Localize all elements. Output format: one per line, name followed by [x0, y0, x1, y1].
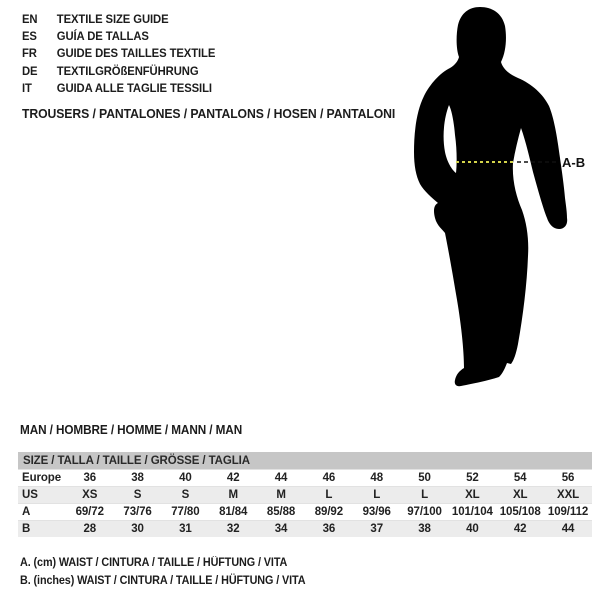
language-code: EN — [22, 12, 38, 26]
size-cell: 34 — [274, 523, 288, 535]
size-cell: 42 — [226, 472, 240, 484]
size-table-row — [18, 504, 592, 521]
size-cell: 54 — [513, 472, 527, 484]
size-cell: 36 — [322, 523, 336, 535]
size-cell: 40 — [179, 472, 192, 484]
size-table-header: SIZE / TALLA / TAILLE / GRÖSSE / TAGLIA — [18, 452, 592, 470]
language-code: DE — [22, 63, 38, 78]
size-cell: 77/80 — [171, 506, 200, 518]
size-cell: 81/84 — [219, 506, 248, 518]
size-cell: XS — [82, 489, 98, 501]
language-title: GUIDA ALLE TAGLIE TESSILI — [56, 80, 212, 95]
size-table — [18, 452, 592, 537]
size-cell: 44 — [561, 523, 575, 535]
man-silhouette — [414, 7, 567, 386]
size-table-row — [18, 521, 592, 538]
size-cell: L — [421, 489, 428, 501]
man-silhouette-figure — [395, 0, 595, 410]
size-row-label: B — [22, 523, 31, 535]
language-title: TEXTILE SIZE GUIDE — [56, 12, 169, 26]
size-cell: 40 — [466, 523, 479, 535]
size-cell: XL — [512, 489, 528, 501]
language-title: GUIDE DES TAILLES TEXTILE — [56, 46, 216, 61]
size-cell: S — [181, 489, 190, 501]
measure-label-ab: A-B — [562, 155, 586, 170]
size-cell: 32 — [226, 523, 240, 535]
language-row — [22, 45, 215, 62]
size-cell: 73/76 — [123, 506, 152, 518]
size-cell: 42 — [513, 523, 527, 535]
note-line: B. (inches) WAIST / CINTURA / TAILLE / HÜFTUNG / VITA — [20, 574, 306, 587]
size-cell: 97/100 — [407, 506, 442, 518]
size-cell: 85/88 — [266, 506, 296, 518]
notes — [20, 555, 305, 590]
language-code: IT — [22, 80, 32, 95]
size-cell: 50 — [418, 472, 431, 484]
language-row — [22, 80, 215, 97]
size-table-row — [18, 487, 592, 504]
size-cell: 93/96 — [362, 506, 391, 518]
size-cell: 31 — [179, 523, 192, 535]
size-row-label: A — [22, 506, 31, 518]
size-table-row — [18, 470, 592, 487]
size-table-head — [18, 452, 592, 470]
size-cell: S — [133, 489, 142, 501]
size-table-body — [18, 470, 592, 538]
size-cell: M — [228, 489, 238, 501]
size-cell: 48 — [370, 472, 383, 484]
size-cell: 69/72 — [75, 506, 104, 518]
size-table-header-row — [18, 452, 592, 470]
size-cell: L — [373, 489, 381, 501]
note-line: A. (cm) WAIST / CINTURA / TAILLE / HÜFTUNG / VITA — [20, 557, 288, 569]
section-heading-man: MAN / HOMBRE / HOMME / MANN / MAN — [20, 423, 243, 437]
size-cell: 38 — [131, 472, 144, 484]
size-cell: 30 — [131, 523, 144, 535]
size-cell: 105/108 — [499, 506, 541, 518]
size-row-label: US — [22, 489, 38, 501]
size-cell: 46 — [322, 472, 336, 484]
size-row-label: Europe — [22, 472, 62, 484]
language-code: ES — [22, 29, 37, 44]
language-row — [22, 28, 215, 45]
size-cell: XL — [465, 489, 480, 501]
size-cell: XXL — [557, 489, 580, 501]
language-title: GUÍA DE TALLAS — [56, 29, 149, 44]
size-cell: 44 — [274, 472, 288, 484]
size-cell: 28 — [83, 523, 97, 535]
language-code: FR — [22, 46, 37, 61]
size-cell: 52 — [466, 472, 479, 484]
size-cell: 109/112 — [547, 506, 589, 518]
language-title: TEXTILGRÖßENFÜHRUNG — [56, 63, 199, 78]
language-row — [22, 11, 215, 28]
size-cell: M — [276, 489, 286, 501]
size-cell: 56 — [561, 472, 575, 484]
language-list — [22, 11, 215, 97]
size-cell: 101/104 — [451, 506, 493, 518]
size-cell: 38 — [418, 523, 431, 535]
size-cell: 36 — [83, 472, 97, 484]
size-cell: 37 — [370, 523, 383, 535]
size-cell: L — [325, 489, 333, 501]
language-row — [22, 63, 215, 80]
size-cell: 89/92 — [314, 506, 344, 518]
product-heading: TROUSERS / PANTALONES / PANTALONS / HOSEN / PANTALONI — [22, 106, 396, 121]
